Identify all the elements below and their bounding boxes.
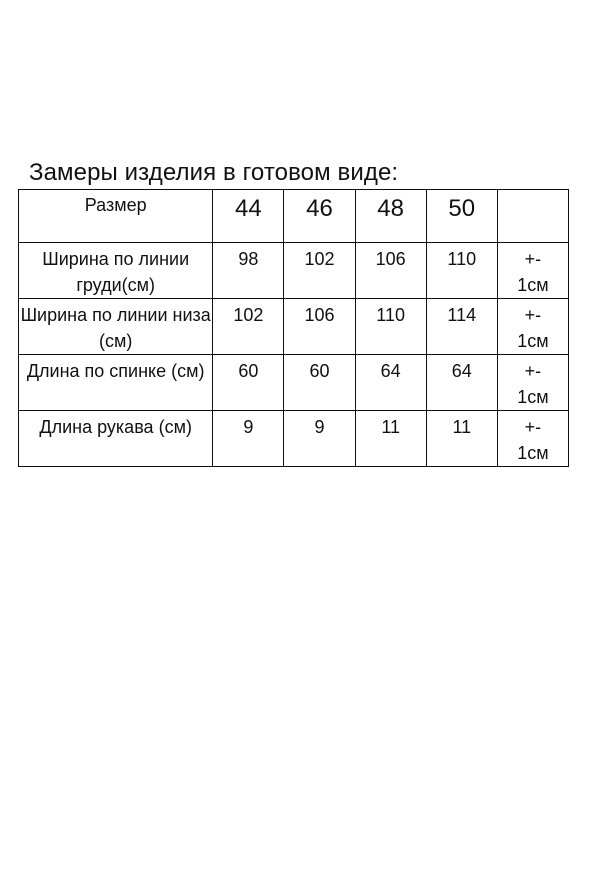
row-tolerance: +- 1см	[517, 249, 549, 295]
row-value: 110	[376, 305, 405, 325]
row-value: 60	[238, 361, 259, 381]
row-label: Длина по спинке (см)	[26, 361, 205, 381]
row-value: 11	[381, 417, 400, 437]
page-title: Замеры изделия в готовом виде:	[29, 159, 399, 186]
value-cell	[284, 355, 355, 411]
row-value: 11	[452, 417, 472, 437]
value-cell	[426, 411, 497, 467]
tolerance-cell	[497, 243, 568, 299]
value-cell	[355, 411, 426, 467]
table-row	[19, 299, 569, 355]
size-50-label: 50	[448, 195, 476, 222]
header-cell-size-label	[19, 190, 213, 243]
size-46-label: 46	[306, 195, 333, 222]
header-cell-size	[426, 190, 497, 243]
header-cell-size	[355, 190, 426, 243]
row-value: 9	[314, 417, 325, 437]
tolerance-cell	[497, 355, 568, 411]
row-value: 60	[309, 361, 330, 381]
row-label-cell	[19, 243, 213, 299]
value-cell	[213, 243, 284, 299]
value-cell	[426, 243, 497, 299]
row-value: 64	[451, 361, 472, 381]
row-label: Ширина по линии груди(см)	[42, 249, 190, 295]
value-cell	[426, 299, 497, 355]
row-value: 64	[380, 361, 401, 381]
row-tolerance: +- 1см	[517, 361, 549, 407]
value-cell	[213, 355, 284, 411]
row-value: 106	[304, 305, 335, 325]
value-cell	[426, 355, 497, 411]
row-value: 102	[233, 305, 264, 325]
row-label: Длина рукава (см)	[39, 417, 192, 437]
row-tolerance: +- 1см	[517, 417, 549, 463]
row-value: 110	[447, 249, 477, 269]
tolerance-cell	[497, 299, 568, 355]
table-row	[19, 411, 569, 467]
table-row	[19, 355, 569, 411]
value-cell	[284, 243, 355, 299]
row-value: 9	[243, 417, 254, 437]
value-cell	[284, 411, 355, 467]
tolerance-header-label	[498, 190, 568, 193]
value-cell	[355, 299, 426, 355]
row-value: 102	[304, 249, 335, 269]
header-cell-tolerance	[497, 190, 568, 243]
table-row	[19, 243, 569, 299]
size-48-label: 48	[377, 195, 404, 222]
row-label-cell	[19, 411, 213, 467]
value-cell	[284, 299, 355, 355]
value-cell	[355, 355, 426, 411]
row-value: 98	[238, 249, 259, 269]
row-tolerance: +- 1см	[517, 305, 549, 351]
value-cell	[213, 411, 284, 467]
row-value: 114	[447, 305, 477, 325]
row-label: Ширина по линии низа (см)	[20, 305, 211, 351]
value-cell	[355, 243, 426, 299]
size-header-label: Размер	[84, 195, 147, 215]
size-44-label: 44	[235, 195, 262, 222]
header-cell-size	[213, 190, 284, 243]
header-cell-size	[284, 190, 355, 243]
value-cell	[213, 299, 284, 355]
tolerance-cell	[497, 411, 568, 467]
row-value: 106	[375, 249, 406, 269]
row-label-cell	[19, 299, 213, 355]
row-label-cell	[19, 355, 213, 411]
measurements-table	[18, 189, 569, 467]
table-header-row	[19, 190, 569, 243]
